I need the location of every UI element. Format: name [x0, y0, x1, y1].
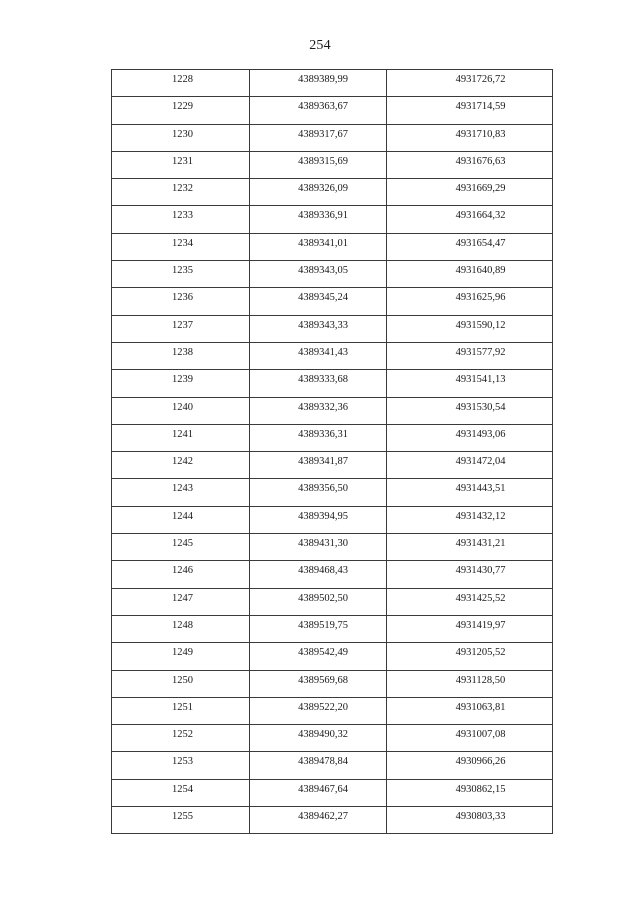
x-coordinate-cell: [250, 779, 387, 806]
cell-text: 1251: [172, 701, 193, 713]
y-coordinate-cell: [387, 97, 553, 124]
x-coordinate-cell: [250, 206, 387, 233]
point-number-cell: [112, 261, 250, 288]
cell-text: 4389502,50: [298, 592, 348, 604]
cell-text: 4931205,52: [455, 647, 506, 659]
cell-text: 4389336,31: [298, 428, 348, 440]
point-number-cell: [112, 97, 250, 124]
cell-text: 1233: [172, 210, 193, 222]
cell-text: 1247: [172, 592, 193, 604]
y-coordinate-cell: [387, 725, 553, 752]
y-coordinate-cell: [387, 206, 553, 233]
x-coordinate-cell: [250, 261, 387, 288]
cell-text: 4931425,52: [455, 592, 506, 604]
point-number-cell: [112, 615, 250, 642]
table-row: [112, 697, 553, 724]
table-row: [112, 424, 553, 451]
y-coordinate-cell: [387, 561, 553, 588]
cell-text: 1235: [172, 265, 193, 277]
cell-text: 1231: [172, 155, 193, 167]
cell-text: 1242: [172, 456, 193, 468]
cell-text: 1250: [172, 674, 193, 686]
x-coordinate-cell: [250, 615, 387, 642]
y-coordinate-cell: [387, 615, 553, 642]
point-number-cell: [112, 506, 250, 533]
cell-text: 4931432,12: [455, 510, 506, 522]
cell-text: 4389519,75: [298, 619, 348, 631]
table-row: [112, 342, 553, 369]
y-coordinate-cell: [387, 397, 553, 424]
x-coordinate-cell: [250, 670, 387, 697]
cell-text: 4389326,09: [298, 183, 348, 195]
cell-text: 4931493,06: [455, 428, 506, 440]
cell-text: 1232: [172, 183, 193, 195]
cell-text: 1248: [172, 619, 193, 631]
cell-text: 4389341,01: [298, 237, 348, 249]
y-coordinate-cell: [387, 779, 553, 806]
table-row: [112, 370, 553, 397]
cell-text: 4931654,47: [455, 237, 506, 249]
cell-text: 1241: [172, 428, 193, 440]
point-number-cell: [112, 725, 250, 752]
y-coordinate-cell: [387, 752, 553, 779]
cell-text: 1254: [172, 783, 193, 795]
x-coordinate-cell: [250, 370, 387, 397]
cell-text: 4389468,43: [298, 565, 348, 577]
table-row: [112, 506, 553, 533]
y-coordinate-cell: [387, 370, 553, 397]
cell-text: 4389478,84: [298, 756, 348, 768]
y-coordinate-cell: [387, 643, 553, 670]
cell-text: 4389467,64: [298, 783, 348, 795]
cell-text: 4930803,33: [455, 811, 506, 823]
table-row: [112, 261, 553, 288]
cell-text: 4389389,99: [298, 74, 348, 85]
cell-text: 1244: [172, 510, 193, 522]
x-coordinate-cell: [250, 151, 387, 178]
cell-text: 4931726,72: [455, 74, 506, 85]
table-row: [112, 397, 553, 424]
x-coordinate-cell: [250, 479, 387, 506]
cell-text: 1237: [172, 319, 193, 331]
y-coordinate-cell: [387, 479, 553, 506]
cell-text: 4389315,69: [298, 155, 348, 167]
table-row: [112, 807, 553, 834]
x-coordinate-cell: [250, 124, 387, 151]
x-coordinate-cell: [250, 233, 387, 260]
point-number-cell: [112, 534, 250, 561]
y-coordinate-cell: [387, 233, 553, 260]
cell-text: 4389356,50: [298, 483, 348, 495]
cell-text: 1234: [172, 237, 193, 249]
cell-text: 4931714,59: [455, 101, 506, 113]
y-coordinate-cell: [387, 315, 553, 342]
x-coordinate-cell: [250, 752, 387, 779]
cell-text: 1245: [172, 538, 193, 550]
cell-text: 4931443,51: [455, 483, 506, 495]
table-row: [112, 288, 553, 315]
x-coordinate-cell: [250, 97, 387, 124]
cell-text: 4389490,32: [298, 729, 348, 741]
cell-text: 4931590,12: [455, 319, 506, 331]
table-row: [112, 151, 553, 178]
x-coordinate-cell: [250, 342, 387, 369]
point-number-cell: [112, 206, 250, 233]
cell-text: 1253: [172, 756, 193, 768]
y-coordinate-cell: [387, 261, 553, 288]
x-coordinate-cell: [250, 534, 387, 561]
cell-text: 1255: [172, 811, 193, 823]
y-coordinate-cell: [387, 151, 553, 178]
x-coordinate-cell: [250, 725, 387, 752]
cell-text: 4931430,77: [455, 565, 506, 577]
cell-text: 4389343,33: [298, 319, 348, 331]
point-number-cell: [112, 397, 250, 424]
x-coordinate-cell: [250, 70, 387, 97]
point-number-cell: [112, 370, 250, 397]
cell-text: 1229: [172, 101, 193, 113]
table-row: [112, 561, 553, 588]
cell-text: 4389522,20: [298, 701, 348, 713]
cell-text: 1228: [172, 74, 193, 85]
coordinates-table: [111, 69, 553, 834]
cell-text: 4931676,63: [455, 155, 506, 167]
y-coordinate-cell: [387, 342, 553, 369]
coordinates-table-body: [112, 70, 553, 834]
table-row: [112, 534, 553, 561]
cell-text: 4931007,08: [455, 729, 506, 741]
table-row: [112, 615, 553, 642]
x-coordinate-cell: [250, 643, 387, 670]
x-coordinate-cell: [250, 315, 387, 342]
cell-text: 1252: [172, 729, 193, 741]
point-number-cell: [112, 479, 250, 506]
cell-text: 1246: [172, 565, 193, 577]
y-coordinate-cell: [387, 179, 553, 206]
cell-text: 1240: [172, 401, 193, 413]
cell-text: 4389431,30: [298, 538, 348, 550]
cell-text: 4931472,04: [455, 456, 506, 468]
cell-text: 1238: [172, 346, 193, 358]
cell-text: 4389345,24: [298, 292, 348, 304]
table-row: [112, 70, 553, 97]
table-row: [112, 179, 553, 206]
cell-text: 4389336,91: [298, 210, 348, 222]
cell-text: 4930966,26: [455, 756, 506, 768]
y-coordinate-cell: [387, 424, 553, 451]
cell-text: 4931669,29: [455, 183, 506, 195]
x-coordinate-cell: [250, 588, 387, 615]
cell-text: 1243: [172, 483, 193, 495]
table-row: [112, 124, 553, 151]
point-number-cell: [112, 424, 250, 451]
table-row: [112, 643, 553, 670]
cell-text: 4931577,92: [455, 346, 506, 358]
cell-text: 4389462,27: [298, 811, 348, 823]
point-number-cell: [112, 342, 250, 369]
table-row: [112, 752, 553, 779]
y-coordinate-cell: [387, 70, 553, 97]
point-number-cell: [112, 670, 250, 697]
cell-text: 4389394,95: [298, 510, 348, 522]
x-coordinate-cell: [250, 697, 387, 724]
y-coordinate-cell: [387, 506, 553, 533]
x-coordinate-cell: [250, 424, 387, 451]
cell-text: 4389363,67: [298, 101, 348, 113]
y-coordinate-cell: [387, 670, 553, 697]
y-coordinate-cell: [387, 288, 553, 315]
point-number-cell: [112, 288, 250, 315]
x-coordinate-cell: [250, 452, 387, 479]
cell-text: 4389341,87: [298, 456, 348, 468]
point-number-cell: [112, 643, 250, 670]
cell-text: 4931128,50: [455, 674, 506, 686]
table-row: [112, 206, 553, 233]
point-number-cell: [112, 561, 250, 588]
table-row: [112, 315, 553, 342]
point-number-cell: [112, 452, 250, 479]
y-coordinate-cell: [387, 807, 553, 834]
point-number-cell: [112, 752, 250, 779]
y-coordinate-cell: [387, 697, 553, 724]
table-row: [112, 725, 553, 752]
cell-text: 4931541,13: [455, 374, 506, 386]
table-row: [112, 233, 553, 260]
point-number-cell: [112, 124, 250, 151]
x-coordinate-cell: [250, 397, 387, 424]
cell-text: 4389341,43: [298, 346, 348, 358]
cell-text: 4930862,15: [455, 783, 506, 795]
table-row: [112, 97, 553, 124]
x-coordinate-cell: [250, 179, 387, 206]
table-row: [112, 588, 553, 615]
point-number-cell: [112, 315, 250, 342]
cell-text: 4931625,96: [455, 292, 506, 304]
cell-text: 4931664,32: [455, 210, 506, 222]
cell-text: 4931431,21: [455, 538, 506, 550]
x-coordinate-cell: [250, 506, 387, 533]
point-number-cell: [112, 70, 250, 97]
cell-text: 4931640,89: [455, 265, 506, 277]
cell-text: 1236: [172, 292, 193, 304]
y-coordinate-cell: [387, 124, 553, 151]
cell-text: 4389333,68: [298, 374, 348, 386]
cell-text: 4389317,67: [298, 128, 348, 140]
cell-text: 4389569,68: [298, 674, 348, 686]
x-coordinate-cell: [250, 807, 387, 834]
page-number: 254: [309, 38, 331, 53]
y-coordinate-cell: [387, 452, 553, 479]
y-coordinate-cell: [387, 534, 553, 561]
table-row: [112, 452, 553, 479]
cell-text: 1230: [172, 128, 193, 140]
cell-text: 4931530,54: [455, 401, 506, 413]
point-number-cell: [112, 779, 250, 806]
cell-text: 4389332,36: [298, 401, 348, 413]
cell-text: 4931063,81: [455, 701, 506, 713]
cell-text: 4931419,97: [455, 619, 506, 631]
cell-text: 4389343,05: [298, 265, 348, 277]
point-number-cell: [112, 807, 250, 834]
point-number-cell: [112, 179, 250, 206]
point-number-cell: [112, 151, 250, 178]
table-row: [112, 779, 553, 806]
y-coordinate-cell: [387, 588, 553, 615]
x-coordinate-cell: [250, 288, 387, 315]
cell-text: 4931710,83: [455, 128, 506, 140]
cell-text: 1239: [172, 374, 193, 386]
cell-text: 4389542,49: [298, 647, 348, 659]
point-number-cell: [112, 588, 250, 615]
point-number-cell: [112, 697, 250, 724]
table-row: [112, 670, 553, 697]
point-number-cell: [112, 233, 250, 260]
cell-text: 1249: [172, 647, 193, 659]
table-row: [112, 479, 553, 506]
x-coordinate-cell: [250, 561, 387, 588]
